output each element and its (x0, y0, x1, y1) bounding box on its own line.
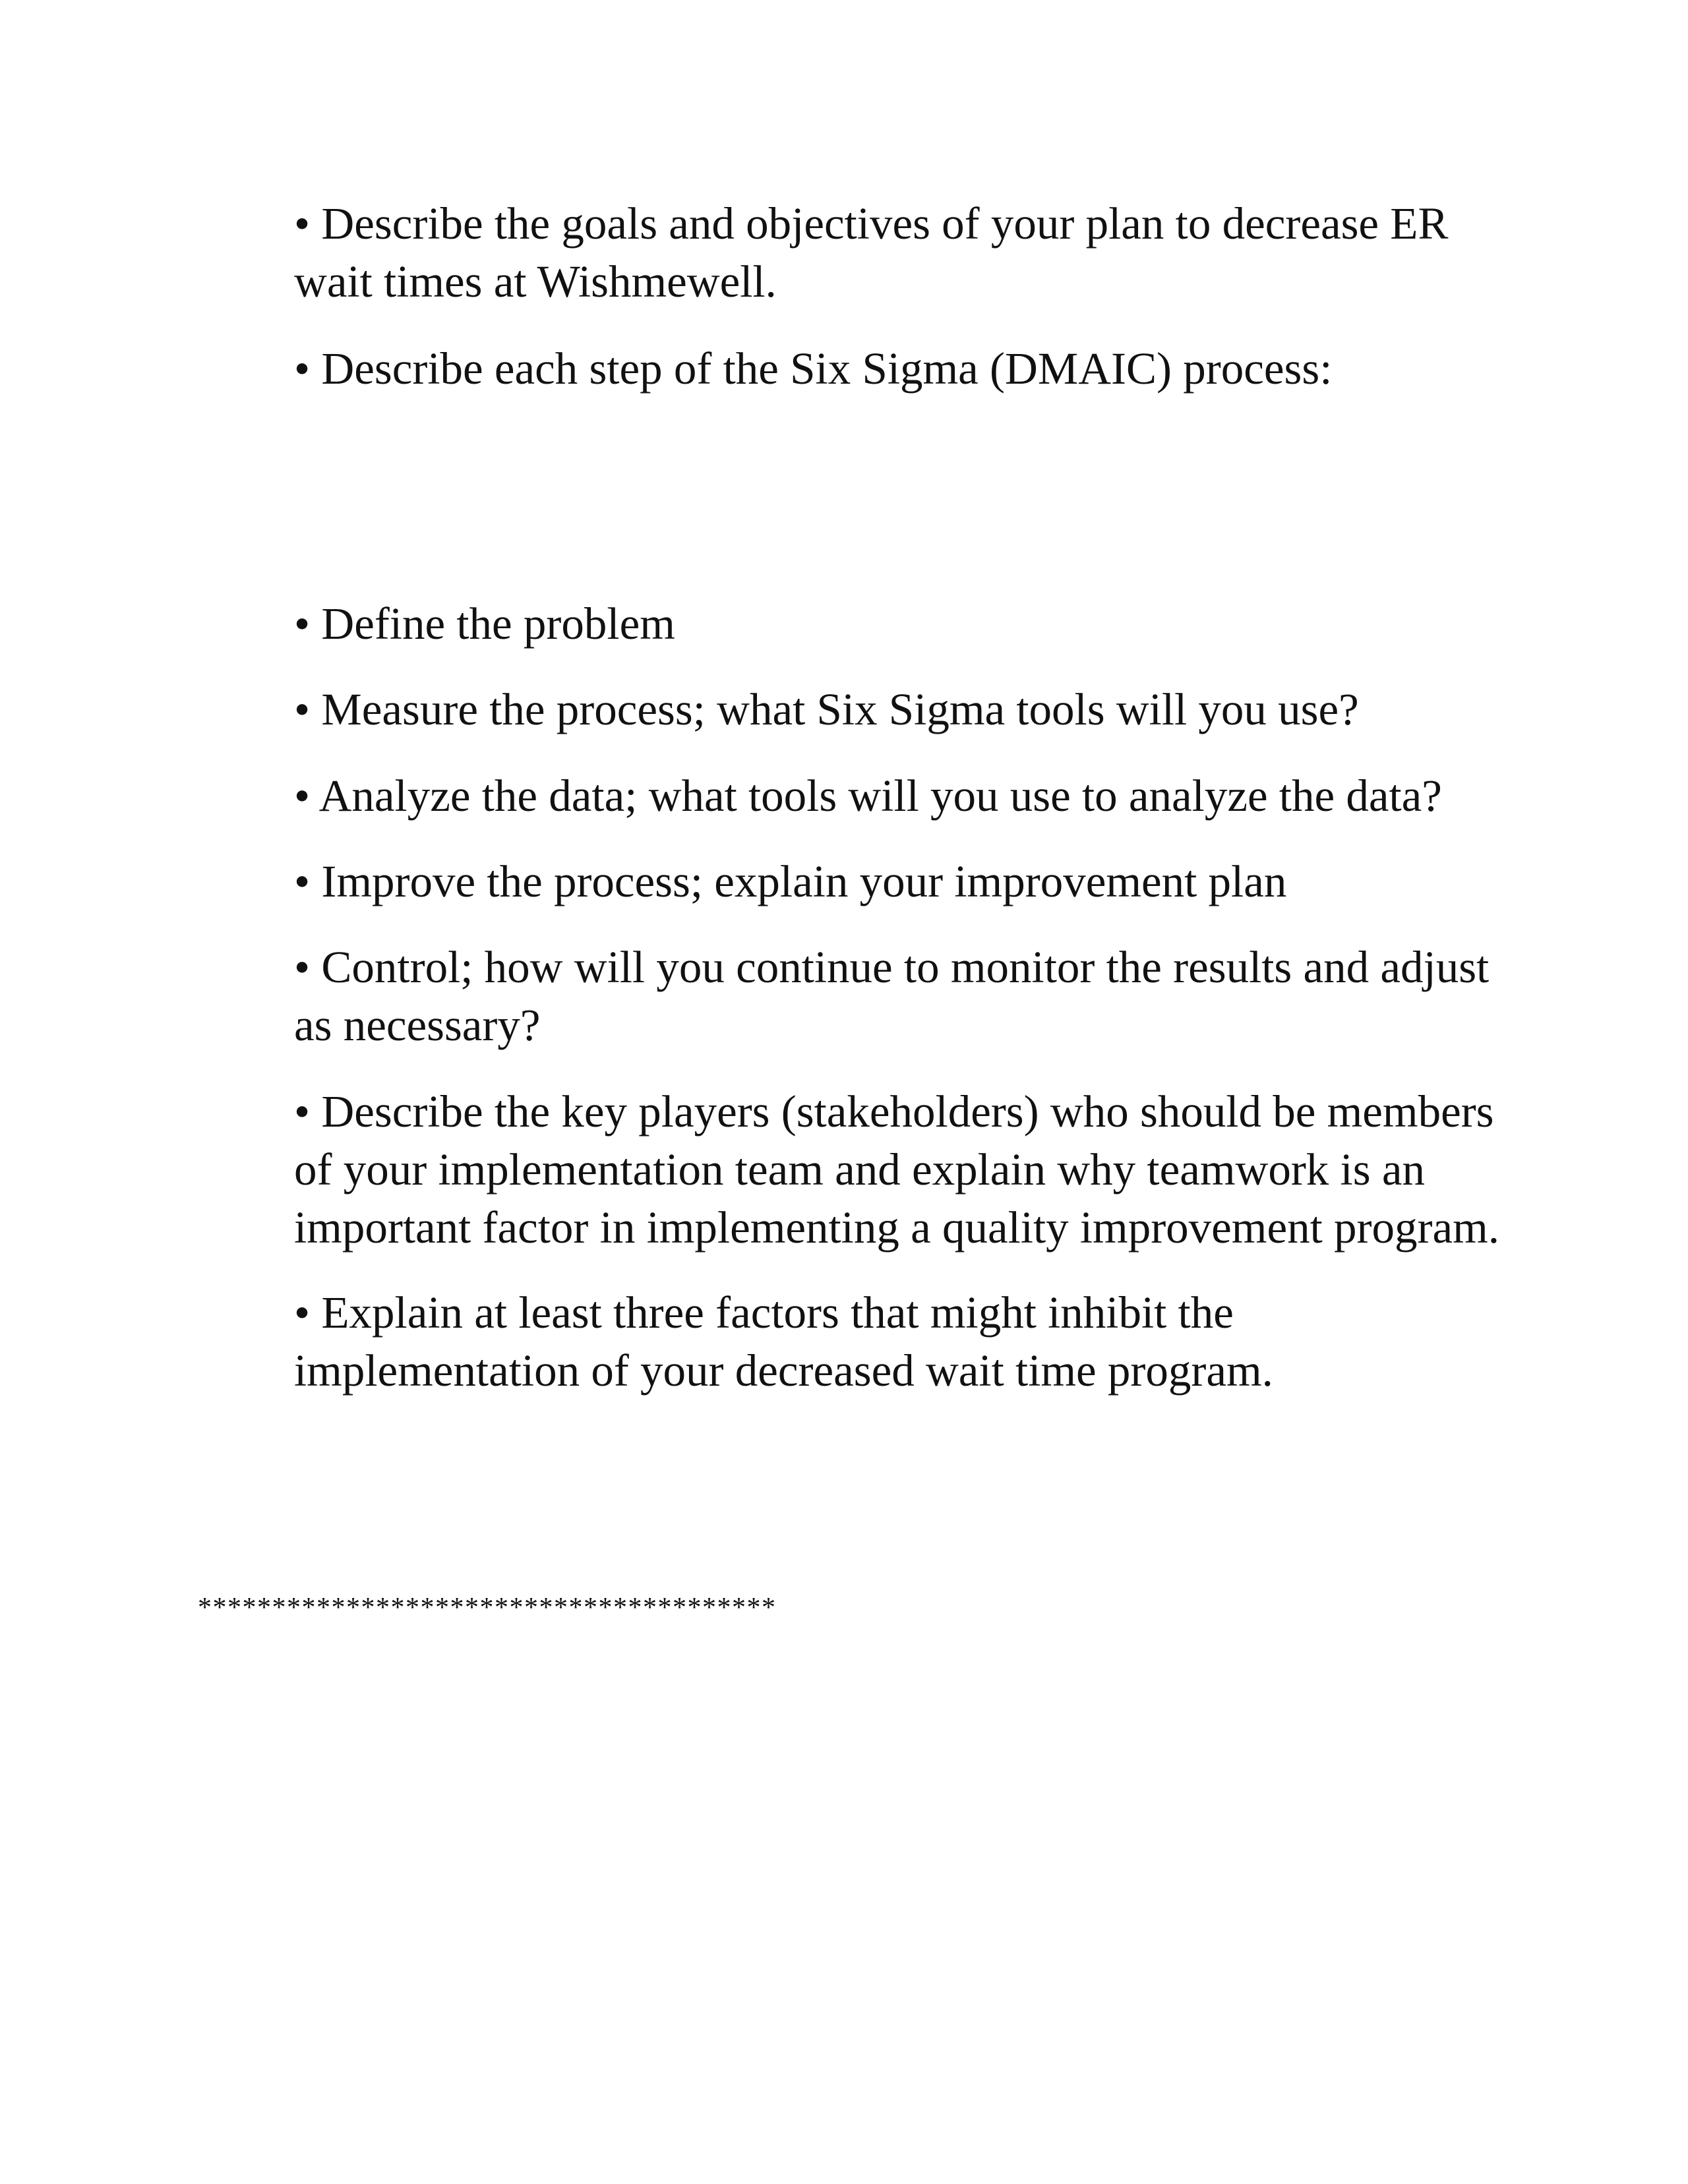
text-line: of your implementation team and explain why teamwork is an (294, 1144, 1425, 1195)
asterisk-separator: *************************************** (198, 1593, 777, 1623)
paragraph-inhibiting-factors (294, 1284, 1474, 1400)
text-line: • Describe the goals and objectives of your plan to decrease ER (294, 198, 1449, 249)
text-line: • Improve the process; explain your improvement plan (294, 856, 1287, 906)
text-line: wait times at Wishmewell. (294, 256, 777, 307)
text-line: as necessary? (294, 1000, 541, 1050)
text-line: important factor in implementing a quality improvement program. (294, 1202, 1500, 1253)
text-line: • Define the problem (294, 599, 675, 649)
text-line: • Measure the process; what Six Sigma tools will you use? (294, 684, 1359, 734)
text-line: • Control; how will you continue to monitor the results and adjust (294, 942, 1490, 992)
paragraph-define (294, 595, 1474, 653)
text-line: • Describe the key players (stakeholders) who should be members (294, 1086, 1494, 1136)
text-line: • Analyze the data; what tools will you use to analyze the data? (294, 771, 1442, 821)
paragraph-key-players (294, 1082, 1500, 1256)
text-line: implementation of your decreased wait time program. (294, 1345, 1273, 1396)
paragraph-control (294, 938, 1490, 1054)
text-line: • Explain at least three factors that might inhibit the (294, 1287, 1234, 1338)
paragraph-improve (294, 852, 1474, 910)
paragraph-measure (294, 680, 1474, 738)
paragraph-analyze (294, 767, 1474, 825)
paragraph-dmaic-steps (294, 339, 1474, 398)
text-line: • Describe each step of the Six Sigma (DMAIC) process: (294, 343, 1333, 394)
paragraph-goals-objectives (294, 194, 1474, 310)
